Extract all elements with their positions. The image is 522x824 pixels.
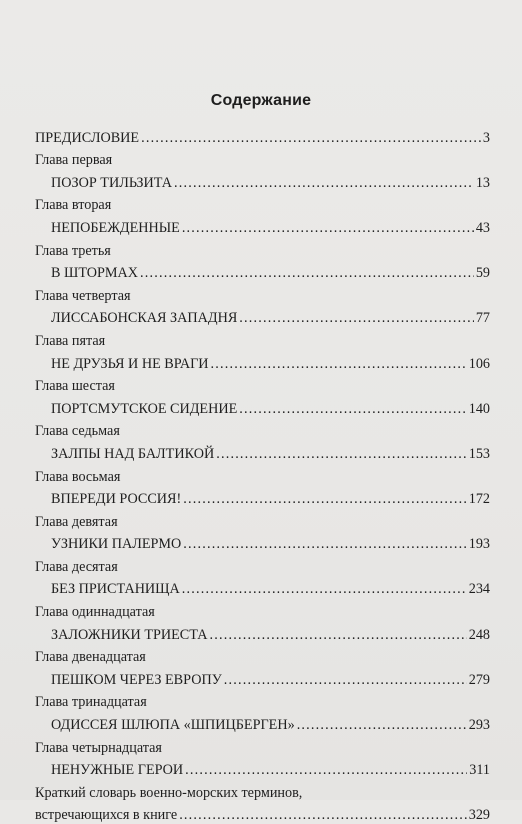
toc-leader-dots: [174, 175, 474, 192]
toc-entry: [35, 350, 490, 373]
toc-chapter-heading: [35, 644, 490, 667]
toc-entry-title: встречающихся в книге: [35, 807, 178, 824]
toc-entry: [35, 395, 490, 418]
toc-entry: [35, 666, 490, 689]
toc-chapter-heading: [35, 463, 490, 486]
toc-entry: [35, 305, 490, 328]
toc-page-number: 3: [482, 129, 490, 146]
toc-entry: [35, 124, 490, 147]
toc-entry-title: В ШТОРМАХ: [51, 265, 139, 282]
toc-chapter-label: Глава восьмая: [35, 468, 121, 485]
toc-page-number: 311: [469, 762, 490, 779]
toc-page-number: 193: [468, 536, 490, 553]
toc-entry: [35, 621, 490, 644]
toc-chapter-heading: [35, 418, 490, 441]
toc-page-number: 77: [475, 310, 490, 327]
toc-entry: [35, 757, 490, 780]
toc-chapter-label: Глава десятая: [35, 558, 118, 575]
toc-page-number: 248: [468, 626, 490, 643]
toc-entry: [35, 169, 490, 192]
toc-chapter-label: Глава третья: [35, 242, 111, 259]
toc-page-number: 329: [468, 807, 490, 824]
table-of-contents: [35, 124, 490, 824]
toc-page-number: 293: [468, 717, 490, 734]
toc-leader-dots: [183, 536, 466, 553]
toc-entry: [35, 214, 490, 237]
toc-leader-dots: [224, 672, 467, 689]
toc-entry-title: ОДИССЕЯ ШЛЮПА «ШПИЦБЕРГЕН»: [51, 717, 295, 734]
toc-chapter-label: Глава девятая: [35, 513, 118, 530]
toc-leader-dots: [182, 581, 467, 598]
toc-page-number: 153: [468, 445, 490, 462]
toc-leader-dots: [297, 717, 467, 734]
toc-chapter-label: Глава тринадцатая: [35, 694, 147, 711]
toc-entry-title: ПОРТСМУТСКОЕ СИДЕНИЕ: [51, 400, 238, 417]
toc-chapter-heading: [35, 192, 490, 215]
toc-entry: [35, 486, 490, 509]
toc-page-number: 59: [475, 265, 490, 282]
toc-entry-title: ВПЕРЕДИ РОССИЯ!: [51, 491, 182, 508]
toc-entry: [35, 531, 490, 554]
toc-page-number: 172: [468, 491, 490, 508]
toc-chapter-label: Глава двенадцатая: [35, 649, 146, 666]
toc-page-number: 106: [468, 355, 490, 372]
toc-leader-dots: [179, 807, 467, 824]
toc-entry-title: НЕ ДРУЗЬЯ И НЕ ВРАГИ: [51, 355, 209, 372]
toc-page-number: 13: [475, 174, 490, 191]
toc-chapter-label: Глава четвертая: [35, 287, 131, 304]
toc-page-number: 140: [468, 400, 490, 417]
toc-chapter-heading: [35, 553, 490, 576]
toc-entry-title: НЕНУЖНЫЕ ГЕРОИ: [51, 762, 184, 779]
toc-chapter-heading: [35, 779, 490, 802]
toc-chapter-heading: [35, 282, 490, 305]
toc-chapter-heading: [35, 147, 490, 170]
toc-leader-dots: [141, 130, 481, 147]
toc-chapter-label: Глава вторая: [35, 197, 112, 214]
toc-page-number: 234: [468, 581, 490, 598]
toc-entry-title: НЕПОБЕЖДЕННЫЕ: [51, 219, 180, 236]
toc-chapter-label: Глава пятая: [35, 332, 106, 349]
toc-chapter-heading: [35, 689, 490, 712]
toc-entry: [35, 440, 490, 463]
toc-page-number: 279: [468, 671, 490, 688]
toc-chapter-label: Глава четырнадцатая: [35, 739, 162, 756]
toc-chapter-label: Глава седьмая: [35, 423, 120, 440]
toc-chapter-heading: [35, 508, 490, 531]
toc-leader-dots: [182, 220, 474, 237]
toc-entry-title: ПОЗОР ТИЛЬЗИТА: [51, 174, 172, 191]
toc-entry-title: БЕЗ ПРИСТАНИЩА: [51, 581, 180, 598]
toc-chapter-label: Глава первая: [35, 152, 113, 169]
toc-chapter-heading: [35, 237, 490, 260]
toc-entry-title: УЗНИКИ ПАЛЕРМО: [51, 536, 182, 553]
toc-chapter-heading: [35, 598, 490, 621]
toc-chapter-label: Краткий словарь военно-морских терминов,: [35, 784, 303, 801]
toc-leader-dots: [239, 401, 466, 418]
toc-chapter-label: Глава шестая: [35, 378, 115, 395]
toc-leader-dots: [209, 627, 466, 644]
toc-chapter-heading: [35, 327, 490, 350]
toc-chapter-heading: [35, 373, 490, 396]
toc-page-number: 43: [475, 219, 490, 236]
toc-leader-dots: [183, 491, 466, 508]
toc-entry: [35, 260, 490, 283]
toc-entry-title: ЗАЛОЖНИКИ ТРИЕСТА: [51, 626, 208, 643]
toc-entry-title: ЛИССАБОНСКАЯ ЗАПАДНЯ: [51, 310, 238, 327]
toc-leader-dots: [140, 265, 474, 282]
toc-leader-dots: [239, 310, 474, 327]
toc-chapter-label: Глава одиннадцатая: [35, 604, 155, 621]
toc-leader-dots: [185, 762, 467, 779]
toc-leader-dots: [211, 356, 467, 373]
toc-leader-dots: [216, 446, 467, 463]
page-title: Содержание: [210, 92, 312, 109]
toc-entry-title: ПРЕДИСЛОВИЕ: [35, 129, 140, 146]
toc-entry: [35, 576, 490, 599]
toc-entry: [35, 802, 490, 824]
toc-entry-title: ПЕШКОМ ЧЕРЕЗ ЕВРОПУ: [51, 671, 222, 688]
toc-entry: [35, 711, 490, 734]
toc-entry-title: ЗАЛПЫ НАД БАЛТИКОЙ: [51, 445, 215, 462]
toc-chapter-heading: [35, 734, 490, 757]
